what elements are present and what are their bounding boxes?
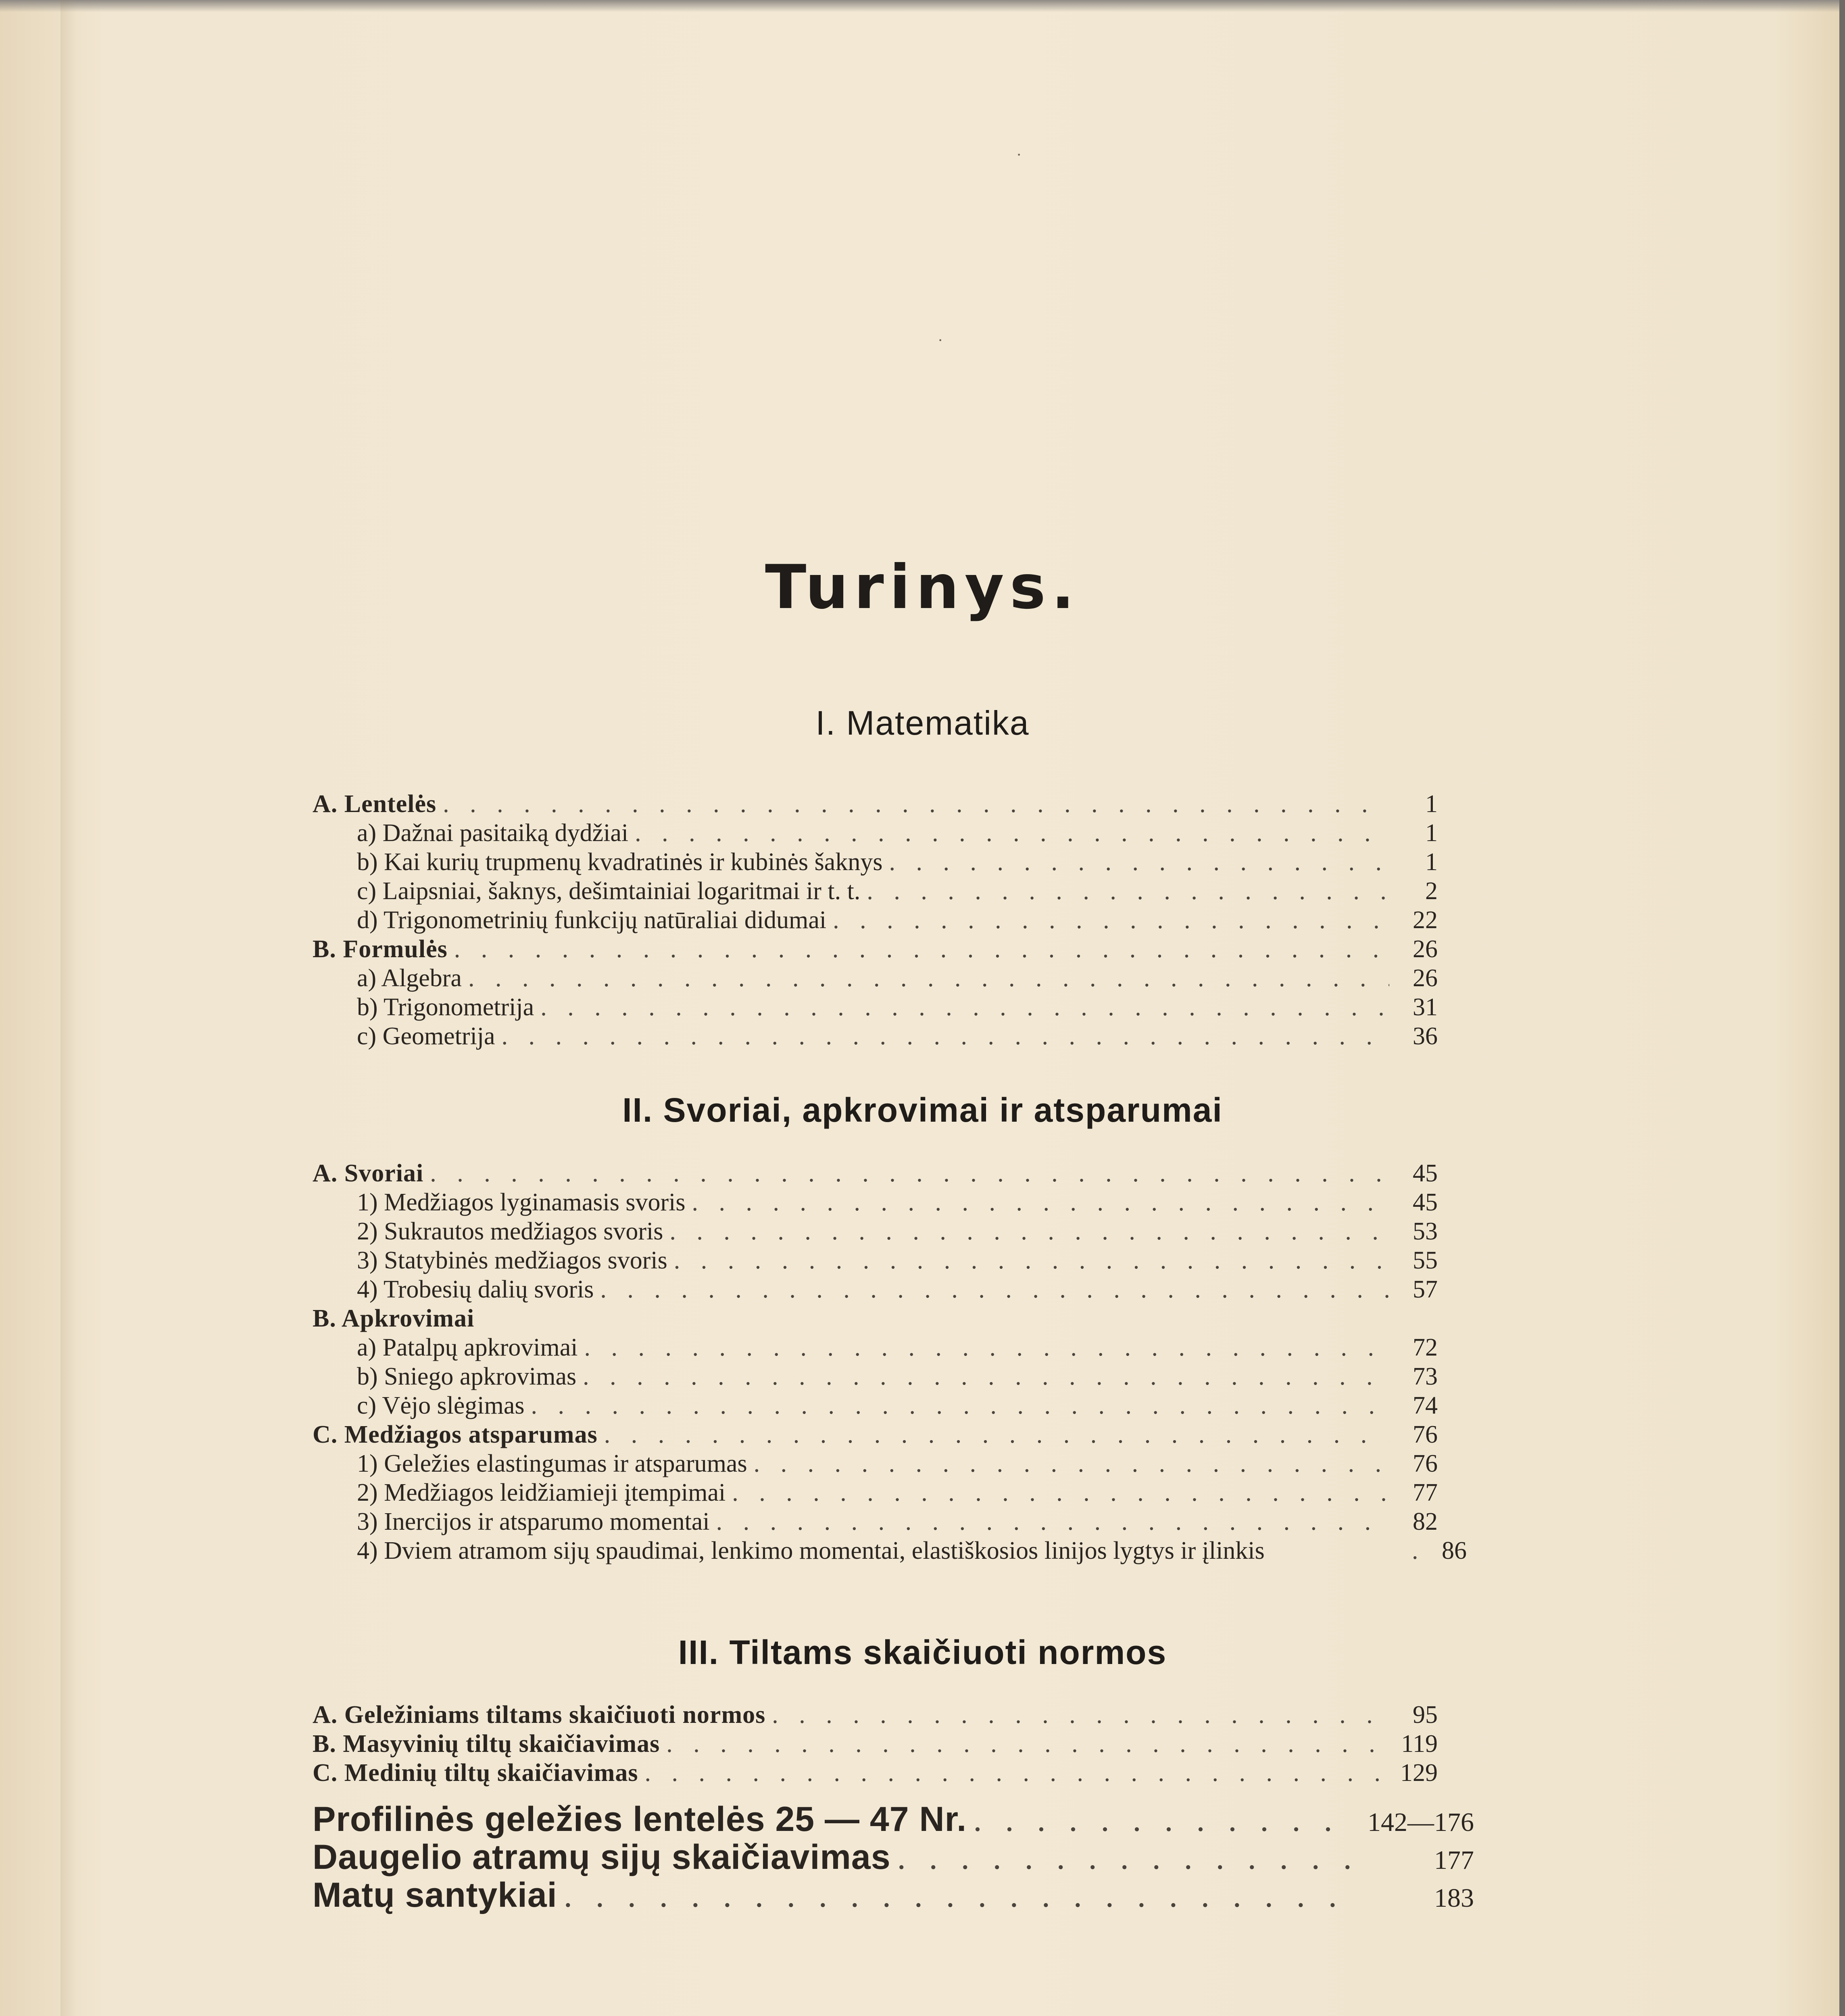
leader-dots	[891, 1838, 1353, 1876]
toc-entry-label: b) Kai kurių trupmenų kvadratinės ir kubinės šaknys	[357, 848, 883, 876]
toc-entry-page: 45	[1413, 1160, 1438, 1187]
leader-dots	[1405, 1536, 1418, 1565]
toc-entry-page: 57	[1413, 1276, 1438, 1303]
toc-entry-page: 55	[1413, 1247, 1438, 1274]
toc-entry[interactable]	[313, 789, 1438, 818]
toc-entry-label: b) Sniego apkrovimas	[357, 1363, 577, 1390]
toc-section-3	[313, 1700, 1438, 1787]
leader-dots	[667, 1246, 1389, 1275]
toc-entry[interactable]	[313, 1275, 1438, 1304]
toc-entry-page: 183	[1434, 1883, 1474, 1913]
toc-entry[interactable]	[313, 964, 1438, 993]
toc-entry[interactable]	[313, 1022, 1438, 1051]
toc-entry[interactable]	[313, 1420, 1438, 1449]
toc-final-entries	[313, 1800, 1474, 1914]
toc-entry-label: d) Trigonometrinių funkcijų natūraliai didumai	[357, 906, 827, 934]
toc-entry[interactable]	[313, 935, 1438, 964]
speck-mark: ·	[938, 331, 943, 349]
toc-entry-label: B. Apkrovimai	[313, 1305, 475, 1332]
toc-entry[interactable]	[313, 1333, 1438, 1362]
leader-dots	[725, 1478, 1389, 1507]
leader-dots	[462, 964, 1389, 993]
toc-entry-page: 1	[1425, 848, 1438, 876]
toc-entry-label: b) Trigonometrija	[357, 993, 534, 1021]
toc-entry-label: A. Lentelės	[313, 790, 437, 818]
toc-entry[interactable]	[313, 877, 1438, 906]
toc-entry-page: 45	[1413, 1189, 1438, 1216]
toc-entry-label: 1) Medžiagos lyginamasis svoris	[357, 1189, 686, 1216]
toc-entry[interactable]	[313, 1507, 1438, 1536]
toc-entry[interactable]	[313, 1758, 1438, 1787]
leader-dots	[710, 1507, 1389, 1536]
leader-dots	[594, 1275, 1389, 1304]
leader-dots	[686, 1188, 1389, 1217]
toc-entry-label: a) Algebra	[357, 964, 462, 992]
toc-entry-page: 26	[1413, 964, 1438, 992]
toc-entry-page: 74	[1413, 1392, 1438, 1419]
leader-dots	[578, 1333, 1390, 1362]
toc-entry[interactable]	[313, 1391, 1438, 1420]
leader-dots	[765, 1700, 1389, 1729]
toc-entry[interactable]	[313, 1838, 1474, 1876]
toc-entry-label: a) Dažnai pasitaiką dydžiai	[357, 819, 629, 847]
toc-entry-page: 1	[1425, 819, 1438, 847]
toc-entry[interactable]	[313, 1536, 1467, 1565]
toc-entry[interactable]	[313, 906, 1438, 935]
leader-dots	[576, 1362, 1389, 1391]
toc-entry-label: 3) Statybinės medžiagos svoris	[357, 1247, 667, 1274]
toc-entry-label: 2) Sukrautos medžiagos svoris	[357, 1218, 663, 1245]
section-heading-svoriai: II. Svoriai, apkrovimai ir atsparumai	[622, 1091, 1223, 1129]
toc-entry-label: Matų santykiai	[313, 1876, 557, 1914]
toc-entry-label: A. Svoriai	[313, 1160, 424, 1187]
toc-entry[interactable]	[313, 1217, 1438, 1246]
toc-entry-page: 142—176	[1368, 1808, 1474, 1837]
toc-entry[interactable]	[313, 1362, 1438, 1391]
toc-entry-page: 36	[1413, 1023, 1438, 1050]
toc-entry-page: 1	[1425, 790, 1438, 818]
toc-entry-page: 77	[1413, 1479, 1438, 1506]
toc-entry[interactable]	[313, 1700, 1438, 1729]
toc-entry-page: 22	[1413, 906, 1438, 934]
toc-entry[interactable]	[313, 1800, 1474, 1838]
section-heading-tiltai: III. Tiltams skaičiuoti normos	[678, 1633, 1167, 1671]
toc-entry-label: A. Geležiniams tiltams skaičiuoti normos	[313, 1701, 766, 1729]
toc-entry[interactable]	[313, 1188, 1438, 1217]
page-fold-shadow	[60, 0, 77, 2016]
toc-entry-label: C. Medinių tiltų skaičiavimas	[313, 1759, 638, 1787]
toc-entry-label: C. Medžiagos atsparumas	[313, 1421, 598, 1448]
leader-dots	[495, 1022, 1389, 1051]
toc-entry[interactable]	[313, 1449, 1438, 1478]
toc-entry-page: 76	[1413, 1421, 1438, 1448]
toc-entry[interactable]	[313, 848, 1438, 877]
leader-dots	[747, 1449, 1389, 1478]
toc-entry-label: 2) Medžiagos leidžiamieji įtempimai	[357, 1479, 726, 1506]
leader-dots	[628, 818, 1389, 848]
toc-entry-page: 95	[1413, 1701, 1438, 1729]
section-heading-matematika: I. Matematika	[815, 704, 1030, 742]
toc-entry[interactable]	[313, 1159, 1438, 1188]
toc-entry-label: Daugelio atramų sijų skaičiavimas	[313, 1838, 891, 1876]
toc-entry[interactable]	[313, 1478, 1438, 1507]
page-title: Turinys.	[765, 552, 1080, 623]
leader-dots	[638, 1758, 1389, 1787]
toc-entry-label: 4) Trobesių dalių svoris	[357, 1276, 594, 1303]
toc-entry-page: 119	[1401, 1730, 1438, 1758]
leader-dots	[660, 1729, 1389, 1758]
toc-entry-label: B. Formulės	[313, 935, 448, 963]
toc-entry-page: 86	[1442, 1537, 1467, 1564]
toc-entry[interactable]	[313, 1876, 1474, 1914]
page-right-edge	[1839, 0, 1845, 2016]
toc-entry-label: 1) Geležies elastingumas ir atsparumas	[357, 1450, 747, 1477]
toc-entry-label: c) Vėjo slėgimas	[357, 1392, 525, 1419]
toc-entry-label: c) Laipsniai, šaknys, dešimtainiai logaritmai ir t. t.	[357, 877, 861, 905]
toc-entry[interactable]	[313, 1729, 1438, 1758]
toc-section-1	[313, 789, 1438, 1051]
leader-dots	[882, 848, 1389, 877]
page-top-edge	[0, 0, 1845, 12]
toc-entry[interactable]	[313, 993, 1438, 1022]
leader-dots	[860, 877, 1389, 906]
toc-section-2	[313, 1159, 1467, 1565]
leader-dots	[967, 1800, 1353, 1838]
toc-entry-page: 26	[1413, 935, 1438, 963]
toc-entry[interactable]	[313, 1246, 1438, 1275]
toc-entry-page: 129	[1400, 1759, 1438, 1787]
leader-dots	[436, 789, 1389, 818]
toc-entry-label: Profilinės geležies lentelės 25 — 47 Nr.	[313, 1800, 967, 1839]
toc-entry-page: 82	[1413, 1508, 1438, 1535]
leader-dots	[557, 1876, 1353, 1914]
toc-entry-label: 4) Dviem atramom sijų spaudimai, lenkimo momentai, elastiškosios linijos lygtys ir įlinkis	[357, 1537, 1265, 1564]
leader-dots	[448, 935, 1389, 964]
leader-dots	[534, 993, 1389, 1022]
toc-entry-label: B. Masyvinių tiltų skaičiavimas	[313, 1730, 660, 1758]
leader-dots	[525, 1391, 1389, 1420]
speck-mark: ·	[1016, 146, 1022, 164]
toc-entry[interactable]	[313, 818, 1438, 848]
leader-dots	[423, 1159, 1389, 1188]
toc-entry-page: 73	[1413, 1363, 1438, 1390]
toc-entry-page: 177	[1434, 1845, 1474, 1875]
toc-entry-page: 72	[1413, 1334, 1438, 1361]
toc-entry-page: 31	[1413, 993, 1438, 1021]
leader-dots	[663, 1217, 1389, 1246]
leader-dots	[826, 906, 1389, 935]
toc-entry[interactable]	[313, 1304, 1438, 1333]
toc-entry-label: 3) Inercijos ir atsparumo momentai	[357, 1508, 710, 1535]
toc-entry-page: 2	[1425, 877, 1438, 905]
toc-entry-page: 53	[1413, 1218, 1438, 1245]
leader-dots	[598, 1420, 1389, 1449]
toc-entry-label: c) Geometrija	[357, 1023, 495, 1050]
toc-entry-page: 76	[1413, 1450, 1438, 1477]
toc-entry-label: a) Patalpų apkrovimai	[357, 1334, 578, 1361]
